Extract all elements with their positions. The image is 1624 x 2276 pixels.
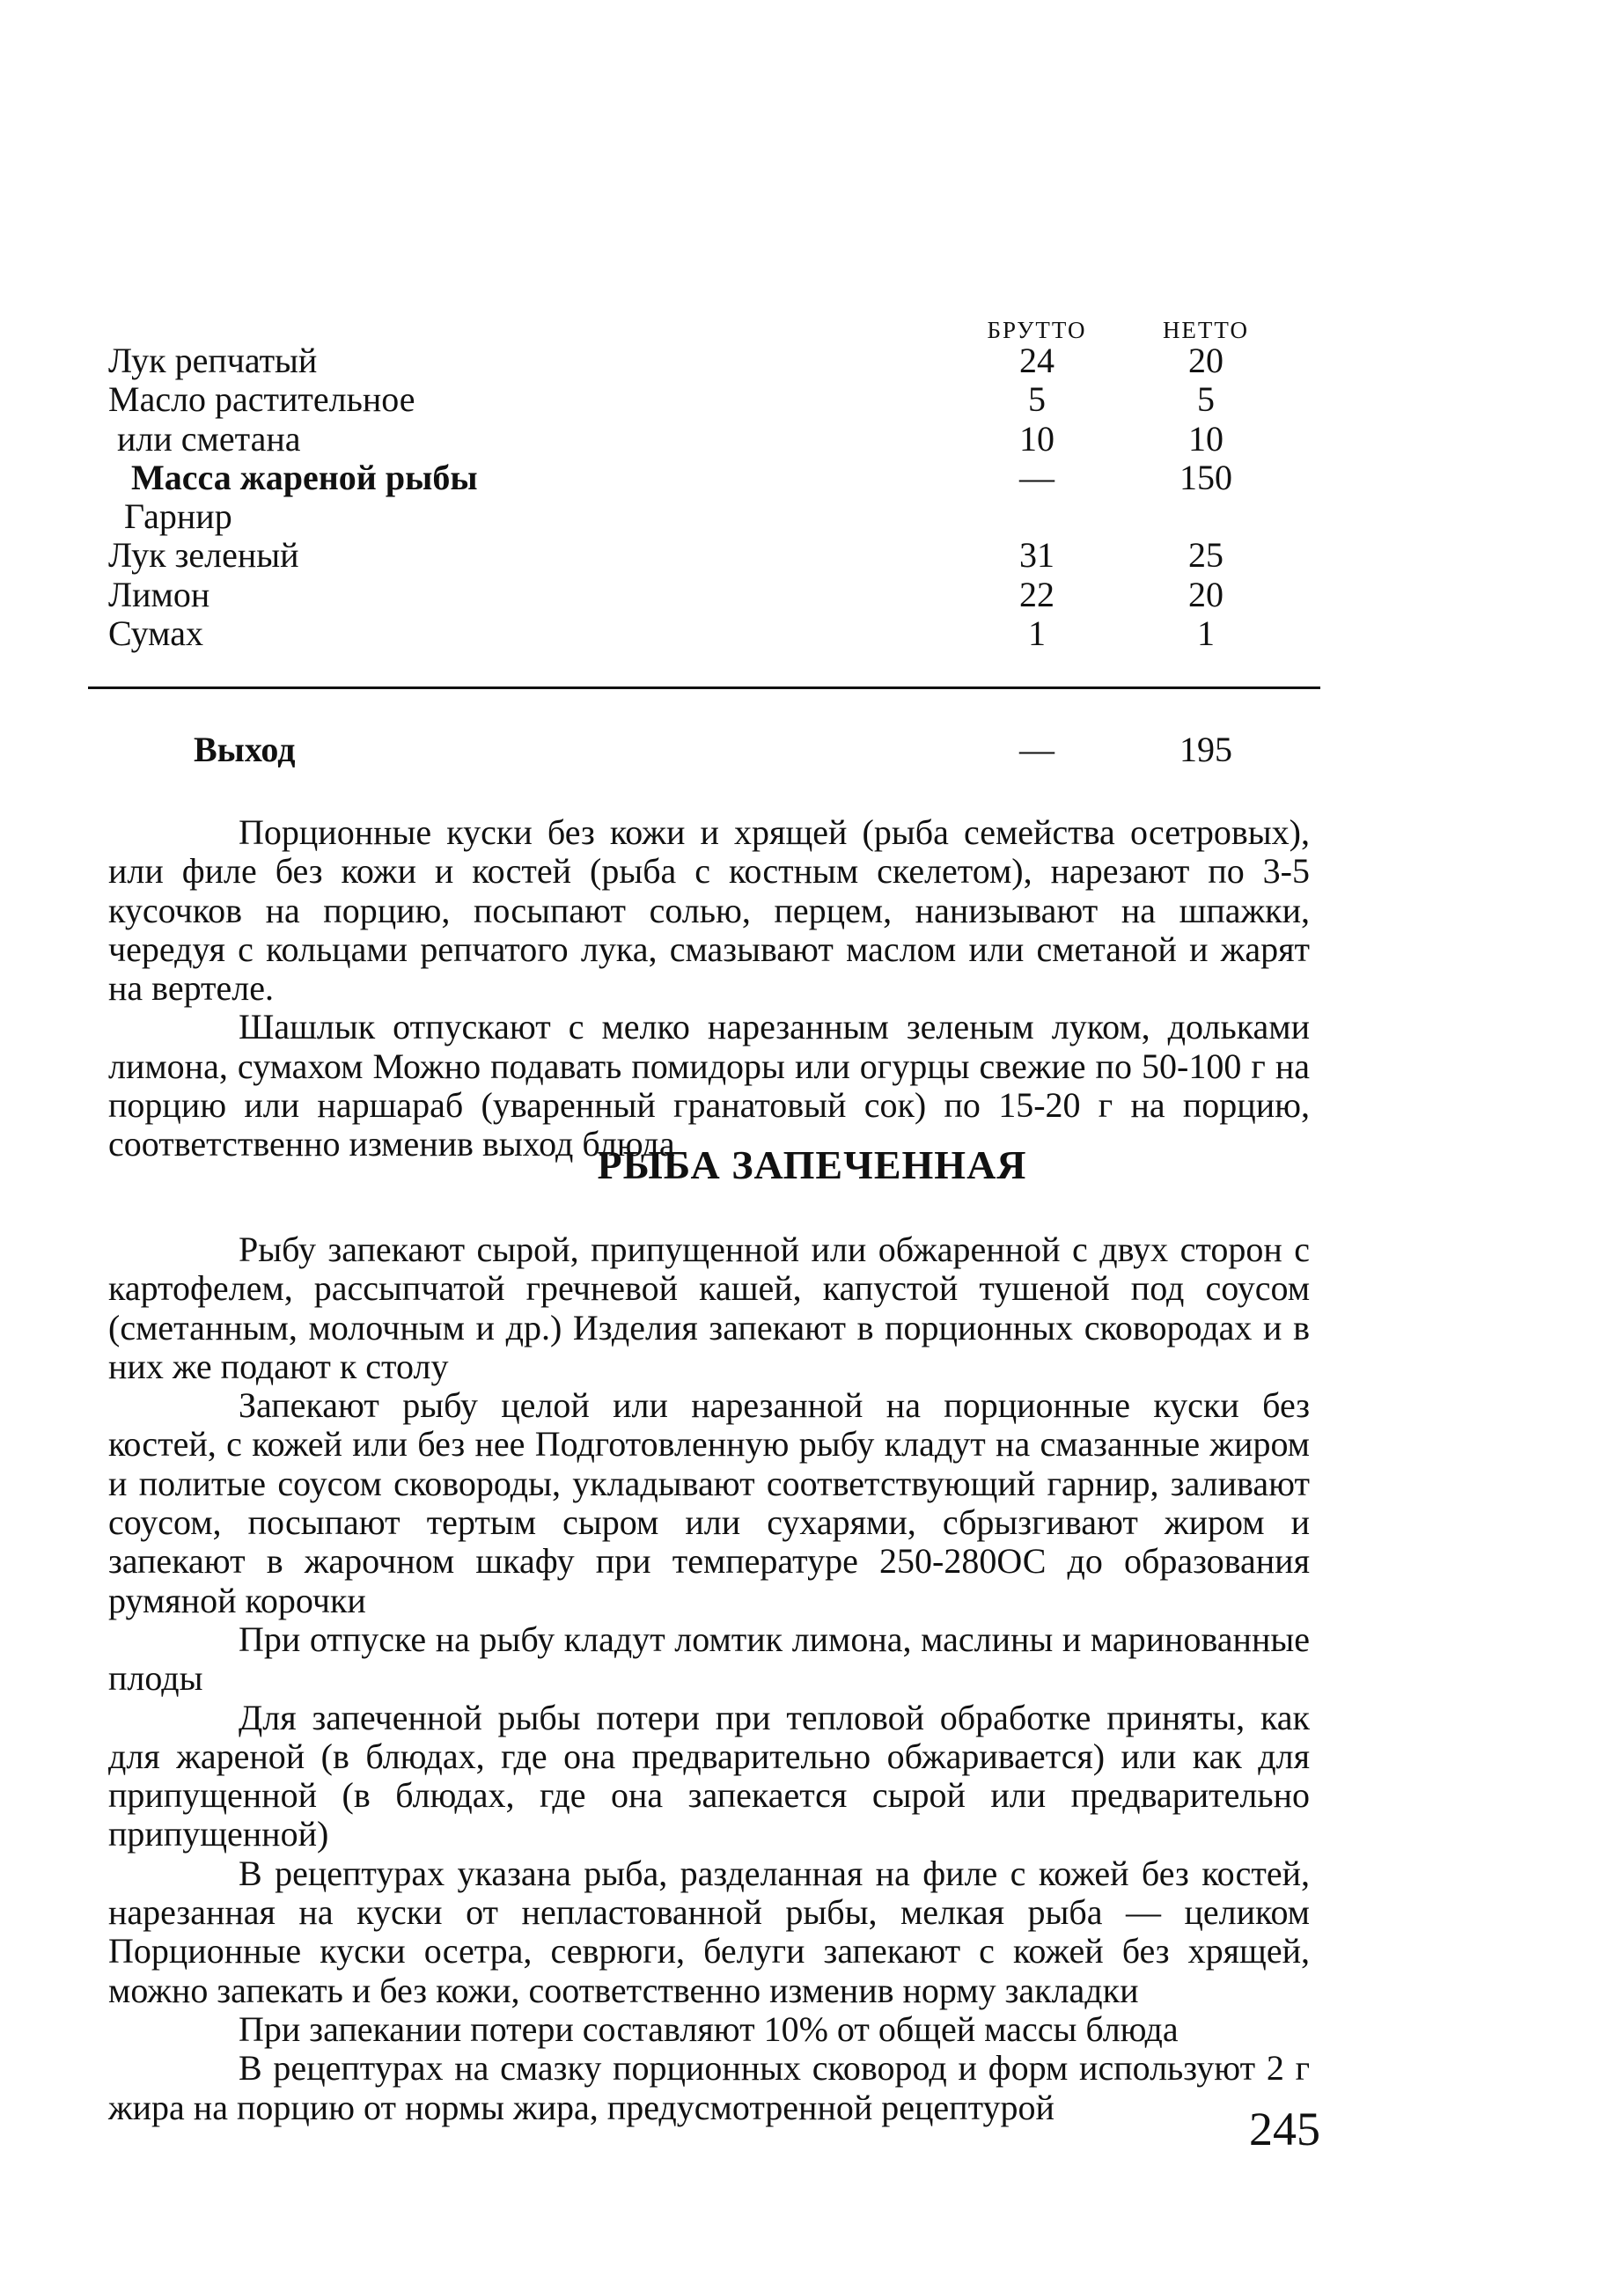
paragraph: Шашлык отпускают с мелко нарезанным зеленым луком, дольками лимона, сумахом Можно подавать помидоры или огурцы свежие по 50-100 г на порцию или наршараб (уваренный гранатовый сок) по 15-20 г на порцию, соответственно изменив выход блюда: [108, 1007, 1310, 1164]
netto-value: 20: [1188, 574, 1224, 614]
paragraph: В рецептурах на смазку порционных сковород и форм используют 2 г жира на порцию от нормы жира, предусмотренной рецептурой: [108, 2048, 1310, 2127]
paragraph: Для запеченной рыбы потери при тепловой обработке приняты, как для жареной (в блюдах, где она предварительно обжаривается) или как для припущенной (в блюдах, где она запекается сырой или предварительно припущенной): [108, 1697, 1310, 1854]
table-row: [108, 459, 1323, 497]
ingredient-name: Масло растительное: [108, 379, 415, 420]
brutto-value: 31: [1019, 535, 1054, 576]
paragraph: При запекании потери составляют 10% от общей массы блюда: [239, 2008, 1179, 2049]
table-divider: [88, 686, 1320, 689]
table-row: [108, 536, 1323, 575]
table-row: [108, 614, 1323, 653]
table-row: [108, 420, 1323, 459]
netto-header: НЕТТО: [1162, 317, 1250, 343]
paragraph: При отпуске на рыбу кладут ломтик лимона, маслины и маринованные плоды: [108, 1619, 1310, 1699]
paragraph: Рыбу запекают сырой, припущенной или обжаренной с двух сторон с картофелем, рассыпчатой гречневой кашей, капустой тушеной под соусом (сметанным, молочным и др.) Изделия запекают в порционных сковородах и в них же подают к столу: [108, 1230, 1310, 1386]
table-row: [108, 576, 1323, 614]
ingredient-name: Сумах: [108, 613, 203, 654]
brutto-value: 24: [1019, 341, 1054, 380]
output-brutto: —: [1019, 730, 1054, 769]
paragraph: Порционные куски без кожи и хрящей (рыба семейства осетровых), или филе без кожи и костей (рыба с костным скелетом), нарезают по 3-5 кусочков на порцию, посыпают солью, перцем, нанизывают на шпажки, чередуя с кольцами репчатого лука, смазывают маслом или сметаной и жарят на вертеле.: [108, 812, 1310, 1009]
netto-value: 10: [1188, 418, 1224, 459]
brutto-value: 22: [1019, 574, 1054, 614]
section-body: [108, 1230, 1310, 2127]
ingredient-name: Лук зеленый: [108, 535, 299, 576]
ingredient-name: Масса жареной рыбы: [131, 457, 478, 497]
output-netto: 195: [1179, 730, 1232, 769]
ingredient-name: Лук репчатый: [108, 341, 318, 380]
netto-value: 150: [1179, 457, 1232, 497]
brutto-value: 5: [1028, 379, 1046, 420]
section-title: РЫБА ЗАПЕЧЕННАЯ: [597, 1142, 1027, 1187]
table-header: [108, 317, 1323, 341]
brutto-value: 10: [1019, 418, 1054, 459]
table-row: [108, 380, 1323, 419]
output-row: [108, 731, 1323, 775]
page-number: 245: [1249, 2103, 1320, 2155]
netto-value: 20: [1188, 341, 1224, 380]
netto-value: 5: [1197, 379, 1215, 420]
ingredients-table: [108, 317, 1323, 653]
output-label: Выход: [194, 730, 296, 769]
netto-value: 25: [1188, 535, 1224, 576]
paragraph: В рецептурах указана рыба, разделанная на филе с кожей без костей, нарезанная на куски от непластованной рыбы, мелкая рыба — целиком Порционные куски осетра, севрюги, белуги запекают с кожей без хрящей, можно запекать и без кожи, соответственно изменив норму закладки: [108, 1853, 1310, 2010]
ingredient-name: или сметана: [117, 418, 301, 459]
brutto-value: —: [1019, 457, 1054, 497]
recipe-instructions: [108, 813, 1310, 1164]
brutto-header: БРУТТО: [987, 317, 1087, 343]
ingredient-name: Гарнир: [124, 496, 232, 537]
table-row: [108, 497, 1323, 536]
ingredient-name: Лимон: [108, 574, 210, 614]
netto-value: 1: [1197, 613, 1215, 654]
brutto-value: 1: [1028, 613, 1046, 654]
paragraph: Запекают рыбу целой или нарезанной на порционные куски без костей, с кожей или без нее Подготовленную рыбу кладут на смазанные жиром и политые соусом сковороды, укладывают соответствующий гарнир, заливают соусом, посыпают тертым сыром или сухарями, сбрызгивают жиром и запекают в жарочном шкафу при температуре 250-280ОС до образования румяной корочки: [108, 1385, 1310, 1620]
table-row: [108, 341, 1323, 380]
